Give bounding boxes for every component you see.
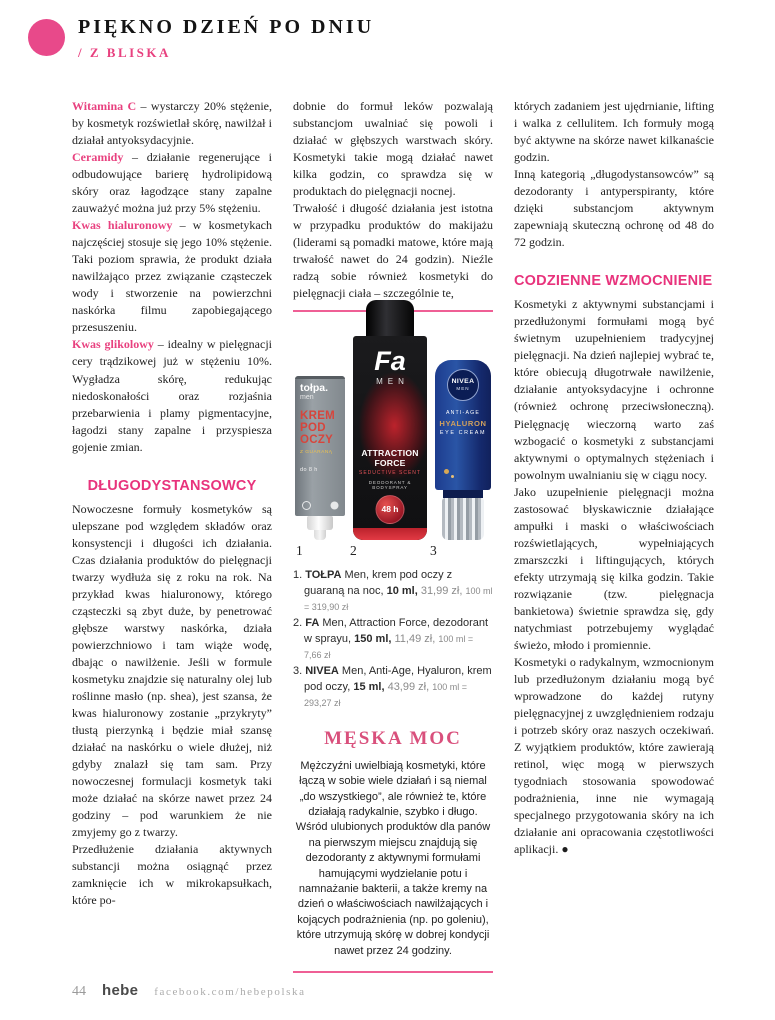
product-photos	[293, 314, 493, 540]
ingredient-lead: Witamina C	[72, 99, 137, 113]
page-header	[28, 16, 374, 61]
tolpa-name-line: KREM	[300, 410, 336, 423]
item-number: 2.	[293, 617, 306, 630]
heading-dlugodystansowcy: DŁUGODYSTANSOWCY	[87, 477, 257, 494]
nivea-range: ANTI-AGE	[445, 410, 481, 417]
tolpa-brand: tołpa.	[300, 382, 328, 395]
fa-scent: SEDUCTIVE SCENT	[359, 470, 421, 477]
product-image-fa	[353, 300, 427, 540]
tolpa-product-name	[300, 411, 340, 447]
paragraph-ceramidy	[72, 149, 272, 217]
paragraph-witamina-c	[72, 98, 272, 149]
item-number: 3.	[293, 665, 306, 677]
page-footer	[72, 982, 306, 1000]
nivea-type: EYE CREAM	[439, 430, 487, 437]
nivea-chrome-cap	[442, 498, 484, 540]
tolpa-name-line: OCZY	[300, 434, 334, 447]
item-description: Men, Attraction Force, dezodorant w sprayu,	[304, 617, 489, 646]
tolpa-claim: do 8 h	[300, 467, 318, 474]
brand-name: FA	[305, 617, 320, 630]
paragraph-text: – wystarczy 20% stężenie, by kosmetyk rozświetlał skórę, nawilżał i działał antyoksydacyjnie.	[72, 99, 272, 148]
product-image-nivea	[435, 360, 491, 540]
item-number: 1.	[293, 569, 306, 582]
fa-brand: Fa	[374, 346, 406, 377]
ingredient-lead: Kwas hialuronowy	[72, 218, 173, 233]
nivea-line: MEN	[456, 385, 470, 391]
fa-product-name: ATTRACTION FORCE	[361, 448, 419, 469]
eco-icons	[302, 501, 311, 510]
paragraph-body: Trwałość i długość działania jest istotna w przypadku produktów do makijażu (liderami są pomadki matowe, które mają trwałość nawet do 24 godzin). Nieźle radzą sobie również kosmetyki do pielęgnacji ciała – szczególnie te,	[293, 201, 493, 301]
article-columns	[72, 98, 714, 973]
tolpa-nozzle	[314, 530, 326, 540]
fa-type: DEODORANT & BODYSPRAY	[368, 480, 412, 491]
fa-48h-badge: 48 h	[376, 495, 405, 524]
paragraph-body: dobnie do formuł leków pozwalają substancjom uwalniać się powoli i działać w głębszych warstwach skóry. Kosmetyki takie mogą działać nawet kilka godzin, co sprawdza się w produktach do pielęgnacji nocnej.	[293, 99, 493, 199]
product-list-item	[293, 616, 493, 664]
unit-price: 100 ml = 7,66 zł	[304, 634, 474, 661]
paragraph-body: Kosmetyki z aktywnymi substancjami i przedłużonymi formułami mogą być świetnym uzupełnieniem tradycyjnej pielęgnacji. Na dzień najlepiej wybrać te, które obiecują długotrwałe nawilżenie, działanie antyoksydacyjne i ochronne (również ochronę przeciwsłoneczną). Pielęgnację wieczorną warto zaś wzbogacić o kosmetyki z substancjami aktywnymi o optymalnych stężeniach i powolnym uwalnianiu się w ciągu nocy.	[514, 297, 714, 482]
item-price: 11,49 zł,	[391, 633, 439, 646]
paragraph-text: – w kosmetykach najczęściej stosuje się jego 10% stężenie. Taki poziom sprawia, że produkt działa nawilżająco przez związanie cząsteczek wody i stworzenie na powierzchni naskórka filmu zapobiegającego przesuszeniu.	[72, 218, 272, 335]
ingredient-lead: Kwas glikolowy	[72, 337, 154, 352]
product-list-item	[293, 664, 493, 712]
item-price: 31,99 zł,	[417, 585, 466, 598]
section-dot-icon	[28, 19, 65, 56]
heading-codzienne-wzmocnienie: CODZIENNE WZMOCNIENIE	[514, 273, 713, 290]
tolpa-tagline: Z GUARANĄ	[300, 450, 333, 456]
paragraph-text: – działanie regenerujące i odbudowujące barierę hydrolipidową skóry oraz łagodzące stany zapalne zauważyć można już przy 5% stężeniu.	[72, 150, 272, 216]
unit-price: 100 ml = 319,90 zł	[304, 586, 493, 613]
item-description: Men, Anti-Age, Hyaluron, krem pod oczy,	[304, 665, 492, 693]
product-number: 1	[296, 543, 303, 559]
paragraph-body: Jako uzupełnienie pielęgnacji można zastosować błyskawicznie działające ampułki i maski o właściwościach rozświetlających, wypełniających zmarszczki i liftingujących, których efekty utrzymają się kilka godzin. Takie rozwiązanie (tzw. pielęgnacja bankietowa) świetnie sprawdza się, gdy natychmiast potrzebujemy wyglądać świeżo, młodo i promiennie.	[514, 484, 714, 652]
paragraph-body: których zadaniem jest ujędrnianie, lifting i walka z cellulitem. Ich formuły mogą być aktywne na skórze nawet kilkanaście godzin.	[514, 99, 714, 165]
paragraph-body: Przedłużenie działania aktywnych substancji można osiągnąć przez zamknięcie ich w mikrokapsułkach, które po-	[72, 842, 272, 908]
product-list	[293, 568, 493, 711]
unit-price: 100 ml = 293,27 zł	[304, 681, 467, 708]
tolpa-cap	[307, 516, 333, 530]
nivea-product-name: HYALURON	[439, 419, 487, 429]
nivea-tube	[435, 360, 491, 490]
fa-cap	[366, 300, 414, 336]
fa-line: MEN	[376, 377, 409, 387]
ingredient-lead: Ceramidy	[72, 150, 124, 165]
column-3	[514, 98, 714, 858]
paragraph-body: Inną kategorią „długodystansowców” są dezodoranty i antyperspiranty, które dzięki substancjom aktywnym zapewniają skuteczną ochronę od 48 do 72 godzin.	[514, 167, 714, 250]
section-subtitle: / Z BLISKA	[78, 45, 171, 60]
tolpa-line: men	[300, 393, 314, 401]
page-number: 44	[72, 984, 86, 999]
box-paragraph: Mężczyźni uwielbiają kosmetyki, które łączą w sobie wiele działań i są niemal „do wszystkiego”, ale również te, które działają radykalnie, szybko i długo. Wśród ulubionych produktów dla panów na pierwszym miejscu znajdują się dezodoranty z aktywnymi formułami hamującymi wydzielanie potu i namnażanie bakterii, a także kremy na dzień o właściwościach nawilżających i kojących podrażnienia (np. po goleniu), które utrzymują skórę w dobrej kondycji nawet przez 24 godziny.	[295, 759, 491, 957]
facebook-url: facebook.com/hebepolska	[154, 986, 306, 998]
brand-name: NIVEA	[305, 665, 339, 677]
nivea-collar	[443, 490, 483, 498]
item-size: 150 ml,	[354, 633, 392, 646]
nivea-brand: NIVEA	[451, 377, 475, 385]
product-image-tolpa	[295, 376, 345, 540]
hebe-logo: hebe	[102, 982, 139, 999]
product-number: 3	[430, 543, 437, 559]
product-number: 2	[350, 543, 357, 559]
section-title: PIĘKNO DZIEŃ PO DNIU	[78, 16, 375, 38]
nivea-men-logo	[447, 369, 479, 401]
tolpa-name-line: POD	[300, 422, 326, 435]
divider-bottom	[293, 971, 493, 973]
paragraph-body: Kosmetyki o radykalnym, wzmocnionym lub przedłużonym działaniu mogą być wprowadzone do każdej rutyny pielęgnacyjnej z uwzględnieniem rodzaju i potrzeb skóry oraz naszych oczekiwań. Z wyjątkiem produktów, które zawierają retinol, więc mogą w pierwszych tygodniach stosowania spowodować podrażnienia, inne nie wymagają specjalnego przygotowania skóry na ich działanie ani opracowania częstotliwości aplikacji. ●	[514, 654, 714, 857]
item-size: 15 ml,	[353, 680, 385, 693]
product-list-item	[293, 568, 493, 616]
item-description: Men, krem pod oczy z guaraną na noc,	[304, 569, 453, 598]
column-2	[293, 98, 493, 973]
tolpa-tube	[295, 376, 345, 516]
item-price: 43,99 zł,	[384, 680, 433, 693]
product-numbers	[293, 543, 493, 560]
heading-meska-moc: MĘSKA MOC	[324, 727, 462, 749]
column-1	[72, 98, 272, 909]
paragraph-text: – idealny w pielęgnacji cery trądzikowej już w stężeniu 10%. Wygładza skórę, redukując niedoskonałości oraz rozjaśnia przebarwienia i plamy pigmentacyjne, łagodzi stany zapalne i przyspiesza gojenie zmian.	[72, 337, 272, 454]
sparkle-icon	[444, 469, 449, 474]
paragraph-kwas-hialuronowy	[72, 217, 272, 336]
paragraph-body: Nowoczesne formuły kosmetyków są ulepszane pod względem składów oraz konsystencji i długości ich działania. Czas działania produktów do pielęgnacji twarzy wydłuża się z roku na rok. Na przykład kwas hialuronowy, którego cząsteczki są zbyt duże, by penetrować głębsze warstwy naskórka, działa powierzchniowo i tam wiąże wodę, dbając o nawilżenie. Jeśli w formule kosmetyku znajdzie się naturalny olej lub roślinne masło (np. shea), jest szansa, że kwas hialuronowy zostanie „przykryty” tłustą pierzynką i będzie miał szansę działać na naskórku o wiele dłużej, niż gdyby znalazł się tam sam. Przy nowoczesnej formulacji kosmetyk taki może działać na skórze nawet przez 24 godziny – pod warunkiem że nie zmyjemy go z twarzy.	[72, 501, 272, 840]
paragraph-kwas-glikolowy	[72, 336, 272, 455]
item-size: 10 ml,	[386, 585, 418, 598]
fa-can	[353, 336, 427, 540]
brand-name: TOŁPA	[305, 569, 342, 582]
